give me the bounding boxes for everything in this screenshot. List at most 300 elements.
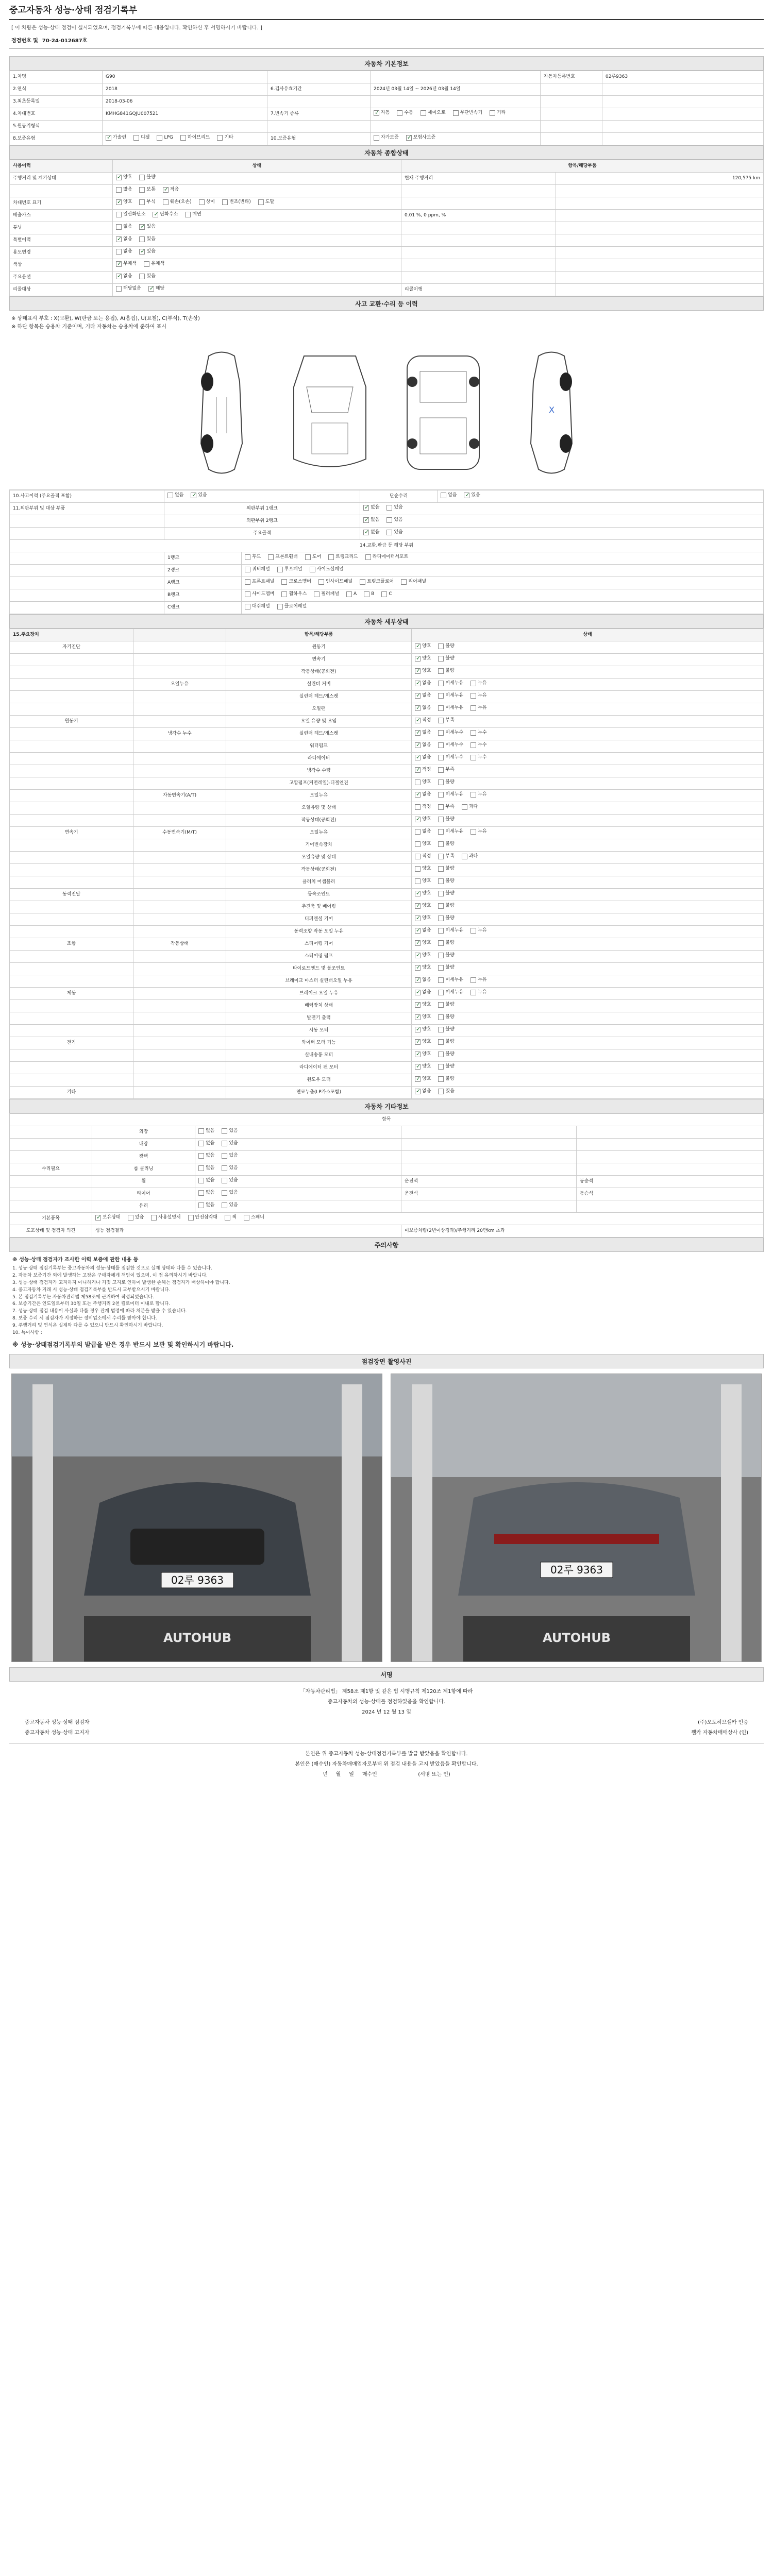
checkbox-icon[interactable]: [225, 1215, 230, 1221]
checkbox-icon[interactable]: [277, 604, 283, 609]
basic-item-option[interactable]: [244, 1215, 264, 1221]
checkbox-icon[interactable]: [139, 175, 145, 180]
detail-option[interactable]: [415, 854, 431, 859]
detail-option[interactable]: [470, 705, 486, 711]
checkbox-icon[interactable]: [157, 135, 162, 141]
checkbox-icon[interactable]: [222, 1178, 227, 1183]
detail-option[interactable]: [415, 829, 431, 835]
detail-option[interactable]: [438, 1002, 454, 1008]
checkbox-icon[interactable]: [116, 236, 122, 242]
checkbox-icon[interactable]: [470, 990, 476, 995]
checkbox-icon[interactable]: [438, 681, 444, 686]
detail-option[interactable]: [415, 928, 431, 934]
checkbox-icon[interactable]: [438, 1014, 444, 1020]
detail-option[interactable]: [470, 693, 486, 699]
checkbox-icon[interactable]: [139, 199, 145, 205]
checkbox-icon[interactable]: [438, 1064, 444, 1070]
checkbox-icon[interactable]: [106, 135, 111, 141]
checkbox-icon[interactable]: [438, 965, 444, 971]
checkbox-icon[interactable]: [245, 579, 250, 585]
detail-option[interactable]: [415, 730, 431, 736]
checkbox-icon[interactable]: [415, 755, 421, 760]
checkbox-icon[interactable]: [328, 554, 334, 560]
checkbox-icon[interactable]: [415, 1039, 421, 1045]
detail-option[interactable]: [462, 804, 478, 810]
checkbox-icon[interactable]: [438, 903, 444, 909]
other-option[interactable]: [198, 1190, 214, 1196]
checkbox-icon[interactable]: [464, 493, 469, 498]
checkbox-icon[interactable]: [421, 110, 426, 116]
detail-option[interactable]: [438, 829, 463, 835]
detail-option[interactable]: [415, 1076, 431, 1082]
state-option[interactable]: [139, 175, 155, 180]
detail-option[interactable]: [438, 891, 454, 896]
detail-option[interactable]: [438, 1039, 454, 1045]
warranty-option[interactable]: [406, 135, 435, 141]
state-option[interactable]: [116, 224, 132, 230]
checkbox-icon[interactable]: [199, 199, 205, 205]
outer-option[interactable]: [386, 517, 402, 523]
checkbox-icon[interactable]: [470, 742, 476, 748]
detail-option[interactable]: [438, 1064, 454, 1070]
checkbox-icon[interactable]: [438, 792, 444, 798]
checkbox-icon[interactable]: [438, 730, 444, 736]
checkbox-icon[interactable]: [438, 990, 444, 995]
checkbox-icon[interactable]: [470, 792, 476, 798]
detail-option[interactable]: [438, 643, 454, 649]
part-option[interactable]: [245, 604, 270, 609]
transmission-option[interactable]: [490, 110, 506, 116]
part-option[interactable]: [381, 591, 392, 597]
transmission-option[interactable]: [453, 110, 482, 116]
checkbox-icon[interactable]: [222, 199, 228, 205]
checkbox-icon[interactable]: [490, 110, 495, 116]
detail-option[interactable]: [415, 693, 431, 699]
checkbox-icon[interactable]: [415, 817, 421, 822]
part-option[interactable]: [245, 567, 270, 572]
detail-option[interactable]: [415, 705, 431, 711]
checkbox-icon[interactable]: [415, 953, 421, 958]
checkbox-icon[interactable]: [438, 1089, 444, 1094]
outer-option[interactable]: [363, 505, 379, 511]
detail-option[interactable]: [415, 916, 431, 921]
detail-option[interactable]: [415, 779, 431, 785]
detail-option[interactable]: [438, 779, 454, 785]
checkbox-icon[interactable]: [438, 804, 444, 810]
checkbox-icon[interactable]: [151, 1215, 157, 1221]
checkbox-icon[interactable]: [163, 199, 169, 205]
checkbox-icon[interactable]: [415, 866, 421, 872]
checkbox-icon[interactable]: [438, 891, 444, 896]
checkbox-icon[interactable]: [374, 135, 379, 141]
detail-option[interactable]: [415, 755, 431, 760]
transmission-option[interactable]: [374, 110, 390, 116]
checkbox-icon[interactable]: [139, 224, 145, 230]
checkbox-icon[interactable]: [438, 977, 444, 983]
checkbox-icon[interactable]: [438, 668, 444, 674]
part-option[interactable]: [268, 554, 297, 560]
state-option[interactable]: [222, 199, 251, 205]
checkbox-icon[interactable]: [438, 779, 444, 785]
detail-option[interactable]: [438, 693, 463, 699]
part-option[interactable]: [245, 554, 261, 560]
detail-option[interactable]: [415, 1089, 431, 1094]
detail-option[interactable]: [470, 829, 486, 835]
checkbox-icon[interactable]: [148, 286, 154, 292]
checkbox-icon[interactable]: [470, 705, 476, 711]
checkbox-icon[interactable]: [470, 977, 476, 983]
state-option[interactable]: [144, 261, 164, 267]
checkbox-icon[interactable]: [415, 940, 421, 946]
checkbox-icon[interactable]: [245, 591, 250, 597]
checkbox-icon[interactable]: [116, 286, 122, 292]
other-option[interactable]: [222, 1153, 238, 1159]
checkbox-icon[interactable]: [415, 668, 421, 674]
checkbox-icon[interactable]: [415, 841, 421, 847]
checkbox-icon[interactable]: [438, 817, 444, 822]
detail-option[interactable]: [438, 965, 454, 971]
detail-option[interactable]: [470, 977, 486, 983]
checkbox-icon[interactable]: [363, 517, 369, 523]
checkbox-icon[interactable]: [415, 903, 421, 909]
checkbox-icon[interactable]: [453, 110, 459, 116]
other-option[interactable]: [222, 1141, 238, 1146]
checkbox-icon[interactable]: [198, 1190, 204, 1196]
checkbox-icon[interactable]: [167, 493, 173, 498]
part-option[interactable]: [360, 579, 394, 585]
state-option[interactable]: [116, 175, 132, 180]
state-option[interactable]: [163, 187, 179, 193]
checkbox-icon[interactable]: [438, 656, 444, 662]
checkbox-icon[interactable]: [364, 591, 369, 597]
checkbox-icon[interactable]: [116, 249, 122, 255]
detail-option[interactable]: [470, 990, 486, 995]
part-option[interactable]: [314, 591, 339, 597]
state-option[interactable]: [153, 212, 178, 217]
detail-option[interactable]: [438, 718, 454, 723]
checkbox-icon[interactable]: [244, 1215, 249, 1221]
fuel-option[interactable]: [157, 135, 173, 141]
checkbox-icon[interactable]: [415, 742, 421, 748]
checkbox-icon[interactable]: [133, 135, 139, 141]
part-option[interactable]: [305, 554, 321, 560]
checkbox-icon[interactable]: [386, 530, 392, 535]
checkbox-icon[interactable]: [438, 643, 444, 649]
detail-option[interactable]: [415, 866, 431, 872]
other-option[interactable]: [198, 1165, 214, 1171]
checkbox-icon[interactable]: [198, 1128, 204, 1134]
detail-option[interactable]: [470, 681, 486, 686]
detail-option[interactable]: [438, 866, 454, 872]
checkbox-icon[interactable]: [415, 977, 421, 983]
checkbox-icon[interactable]: [415, 804, 421, 810]
checkbox-icon[interactable]: [245, 567, 250, 572]
checkbox-icon[interactable]: [415, 1027, 421, 1032]
checkbox-icon[interactable]: [415, 1002, 421, 1008]
detail-option[interactable]: [415, 953, 431, 958]
checkbox-icon[interactable]: [277, 567, 283, 572]
state-option[interactable]: [139, 187, 155, 193]
checkbox-icon[interactable]: [198, 1165, 204, 1171]
checkbox-icon[interactable]: [438, 1002, 444, 1008]
state-option[interactable]: [116, 274, 132, 279]
detail-option[interactable]: [438, 928, 463, 934]
checkbox-icon[interactable]: [245, 604, 250, 609]
checkbox-icon[interactable]: [415, 718, 421, 723]
checkbox-icon[interactable]: [386, 505, 392, 511]
checkbox-icon[interactable]: [198, 1178, 204, 1183]
checkbox-icon[interactable]: [95, 1215, 101, 1221]
checkbox-icon[interactable]: [438, 1052, 444, 1057]
outer-option[interactable]: [386, 530, 402, 535]
part-option[interactable]: [245, 579, 274, 585]
checkbox-icon[interactable]: [415, 705, 421, 711]
detail-option[interactable]: [438, 940, 454, 946]
transmission-option[interactable]: [397, 110, 413, 116]
detail-option[interactable]: [415, 804, 431, 810]
detail-option[interactable]: [438, 730, 463, 736]
simple-repair-option[interactable]: [464, 493, 480, 498]
checkbox-icon[interactable]: [438, 693, 444, 699]
other-option[interactable]: [198, 1178, 214, 1183]
checkbox-icon[interactable]: [470, 681, 476, 686]
checkbox-icon[interactable]: [116, 187, 122, 193]
checkbox-icon[interactable]: [191, 493, 196, 498]
checkbox-icon[interactable]: [381, 591, 387, 597]
detail-option[interactable]: [415, 891, 431, 896]
checkbox-icon[interactable]: [188, 1215, 194, 1221]
detail-option[interactable]: [415, 841, 431, 847]
fuel-option[interactable]: [106, 135, 126, 141]
state-option[interactable]: [139, 274, 155, 279]
checkbox-icon[interactable]: [438, 1027, 444, 1032]
history-option[interactable]: [191, 493, 207, 498]
checkbox-icon[interactable]: [415, 681, 421, 686]
checkbox-icon[interactable]: [415, 1014, 421, 1020]
part-option[interactable]: [281, 591, 307, 597]
checkbox-icon[interactable]: [185, 212, 191, 217]
state-option[interactable]: [139, 249, 155, 255]
detail-option[interactable]: [470, 755, 486, 760]
detail-option[interactable]: [415, 817, 431, 822]
checkbox-icon[interactable]: [438, 854, 444, 859]
detail-option[interactable]: [470, 792, 486, 798]
checkbox-icon[interactable]: [116, 199, 122, 205]
checkbox-icon[interactable]: [415, 1052, 421, 1057]
detail-option[interactable]: [438, 817, 454, 822]
detail-option[interactable]: [415, 656, 431, 662]
checkbox-icon[interactable]: [462, 804, 467, 810]
detail-option[interactable]: [438, 878, 454, 884]
checkbox-icon[interactable]: [153, 212, 158, 217]
checkbox-icon[interactable]: [470, 928, 476, 934]
detail-option[interactable]: [438, 742, 463, 748]
checkbox-icon[interactable]: [438, 755, 444, 760]
other-option[interactable]: [198, 1202, 214, 1208]
checkbox-icon[interactable]: [438, 928, 444, 934]
detail-option[interactable]: [462, 854, 478, 859]
state-option[interactable]: [116, 249, 132, 255]
checkbox-icon[interactable]: [163, 187, 169, 193]
outer-option[interactable]: [363, 517, 379, 523]
checkbox-icon[interactable]: [438, 829, 444, 835]
checkbox-icon[interactable]: [415, 792, 421, 798]
state-option[interactable]: [185, 212, 201, 217]
detail-option[interactable]: [415, 1064, 431, 1070]
detail-option[interactable]: [438, 668, 454, 674]
detail-option[interactable]: [415, 977, 431, 983]
checkbox-icon[interactable]: [397, 110, 402, 116]
checkbox-icon[interactable]: [438, 916, 444, 921]
checkbox-icon[interactable]: [415, 643, 421, 649]
checkbox-icon[interactable]: [268, 554, 274, 560]
checkbox-icon[interactable]: [415, 854, 421, 859]
basic-item-option[interactable]: [188, 1215, 217, 1221]
detail-option[interactable]: [438, 854, 454, 859]
detail-option[interactable]: [415, 1014, 431, 1020]
basic-item-option[interactable]: [128, 1215, 144, 1221]
detail-option[interactable]: [438, 953, 454, 958]
detail-option[interactable]: [415, 990, 431, 995]
fuel-option[interactable]: [217, 135, 233, 141]
basic-item-option[interactable]: [151, 1215, 180, 1221]
part-option[interactable]: [310, 567, 344, 572]
fuel-option[interactable]: [133, 135, 149, 141]
other-option[interactable]: [222, 1202, 238, 1208]
checkbox-icon[interactable]: [258, 199, 264, 205]
checkbox-icon[interactable]: [116, 212, 122, 217]
state-option[interactable]: [116, 261, 137, 267]
checkbox-icon[interactable]: [139, 236, 145, 242]
other-option[interactable]: [222, 1178, 238, 1183]
outer-option[interactable]: [386, 505, 402, 511]
detail-option[interactable]: [438, 1014, 454, 1020]
other-option[interactable]: [222, 1128, 238, 1134]
other-option[interactable]: [198, 1128, 214, 1134]
part-option[interactable]: [277, 604, 307, 609]
part-option[interactable]: [401, 579, 426, 585]
checkbox-icon[interactable]: [346, 591, 352, 597]
other-option[interactable]: [222, 1165, 238, 1171]
checkbox-icon[interactable]: [470, 755, 476, 760]
checkbox-icon[interactable]: [415, 928, 421, 934]
detail-option[interactable]: [438, 1089, 454, 1094]
detail-option[interactable]: [438, 841, 454, 847]
checkbox-icon[interactable]: [116, 224, 122, 230]
checkbox-icon[interactable]: [470, 730, 476, 736]
checkbox-icon[interactable]: [438, 878, 444, 884]
checkbox-icon[interactable]: [415, 779, 421, 785]
checkbox-icon[interactable]: [310, 567, 315, 572]
detail-option[interactable]: [438, 767, 454, 773]
checkbox-icon[interactable]: [415, 891, 421, 896]
checkbox-icon[interactable]: [415, 878, 421, 884]
checkbox-icon[interactable]: [374, 110, 379, 116]
checkbox-icon[interactable]: [222, 1190, 227, 1196]
detail-option[interactable]: [438, 990, 463, 995]
state-option[interactable]: [148, 286, 164, 292]
detail-option[interactable]: [415, 643, 431, 649]
checkbox-icon[interactable]: [438, 940, 444, 946]
checkbox-icon[interactable]: [139, 274, 145, 279]
checkbox-icon[interactable]: [415, 730, 421, 736]
state-option[interactable]: [116, 212, 145, 217]
checkbox-icon[interactable]: [415, 1064, 421, 1070]
detail-option[interactable]: [438, 977, 463, 983]
checkbox-icon[interactable]: [198, 1141, 204, 1146]
checkbox-icon[interactable]: [438, 1076, 444, 1082]
detail-option[interactable]: [438, 705, 463, 711]
checkbox-icon[interactable]: [281, 579, 287, 585]
checkbox-icon[interactable]: [438, 1039, 444, 1045]
detail-option[interactable]: [438, 1027, 454, 1032]
checkbox-icon[interactable]: [198, 1202, 204, 1208]
detail-option[interactable]: [415, 718, 431, 723]
checkbox-icon[interactable]: [318, 579, 324, 585]
checkbox-icon[interactable]: [438, 866, 444, 872]
outer-option[interactable]: [363, 530, 379, 535]
other-option[interactable]: [198, 1141, 214, 1146]
checkbox-icon[interactable]: [438, 953, 444, 958]
checkbox-icon[interactable]: [438, 718, 444, 723]
simple-repair-option[interactable]: [441, 493, 457, 498]
state-option[interactable]: [116, 199, 132, 205]
checkbox-icon[interactable]: [415, 1089, 421, 1094]
checkbox-icon[interactable]: [401, 579, 407, 585]
checkbox-icon[interactable]: [314, 591, 320, 597]
checkbox-icon[interactable]: [462, 854, 467, 859]
checkbox-icon[interactable]: [128, 1215, 133, 1221]
checkbox-icon[interactable]: [438, 841, 444, 847]
state-option[interactable]: [116, 236, 132, 242]
part-option[interactable]: [346, 591, 357, 597]
transmission-option[interactable]: [421, 110, 446, 116]
fuel-option[interactable]: [180, 135, 210, 141]
checkbox-icon[interactable]: [363, 530, 369, 535]
detail-option[interactable]: [438, 804, 454, 810]
checkbox-icon[interactable]: [116, 274, 122, 279]
detail-option[interactable]: [415, 668, 431, 674]
checkbox-icon[interactable]: [365, 554, 371, 560]
detail-option[interactable]: [470, 742, 486, 748]
checkbox-icon[interactable]: [360, 579, 365, 585]
detail-option[interactable]: [470, 928, 486, 934]
checkbox-icon[interactable]: [222, 1141, 227, 1146]
checkbox-icon[interactable]: [198, 1153, 204, 1159]
state-option[interactable]: [139, 199, 155, 205]
checkbox-icon[interactable]: [406, 135, 412, 141]
checkbox-icon[interactable]: [116, 175, 122, 180]
checkbox-icon[interactable]: [470, 693, 476, 699]
checkbox-icon[interactable]: [415, 990, 421, 995]
checkbox-icon[interactable]: [415, 916, 421, 921]
checkbox-icon[interactable]: [180, 135, 186, 141]
detail-option[interactable]: [438, 656, 454, 662]
checkbox-icon[interactable]: [281, 591, 287, 597]
detail-option[interactable]: [415, 1027, 431, 1032]
checkbox-icon[interactable]: [222, 1165, 227, 1171]
part-option[interactable]: [318, 579, 352, 585]
state-option[interactable]: [139, 236, 155, 242]
part-option[interactable]: [245, 591, 274, 597]
part-option[interactable]: [365, 554, 409, 560]
state-option[interactable]: [139, 224, 155, 230]
detail-option[interactable]: [415, 878, 431, 884]
state-option[interactable]: [116, 286, 141, 292]
checkbox-icon[interactable]: [245, 554, 250, 560]
detail-option[interactable]: [438, 916, 454, 921]
checkbox-icon[interactable]: [415, 656, 421, 662]
